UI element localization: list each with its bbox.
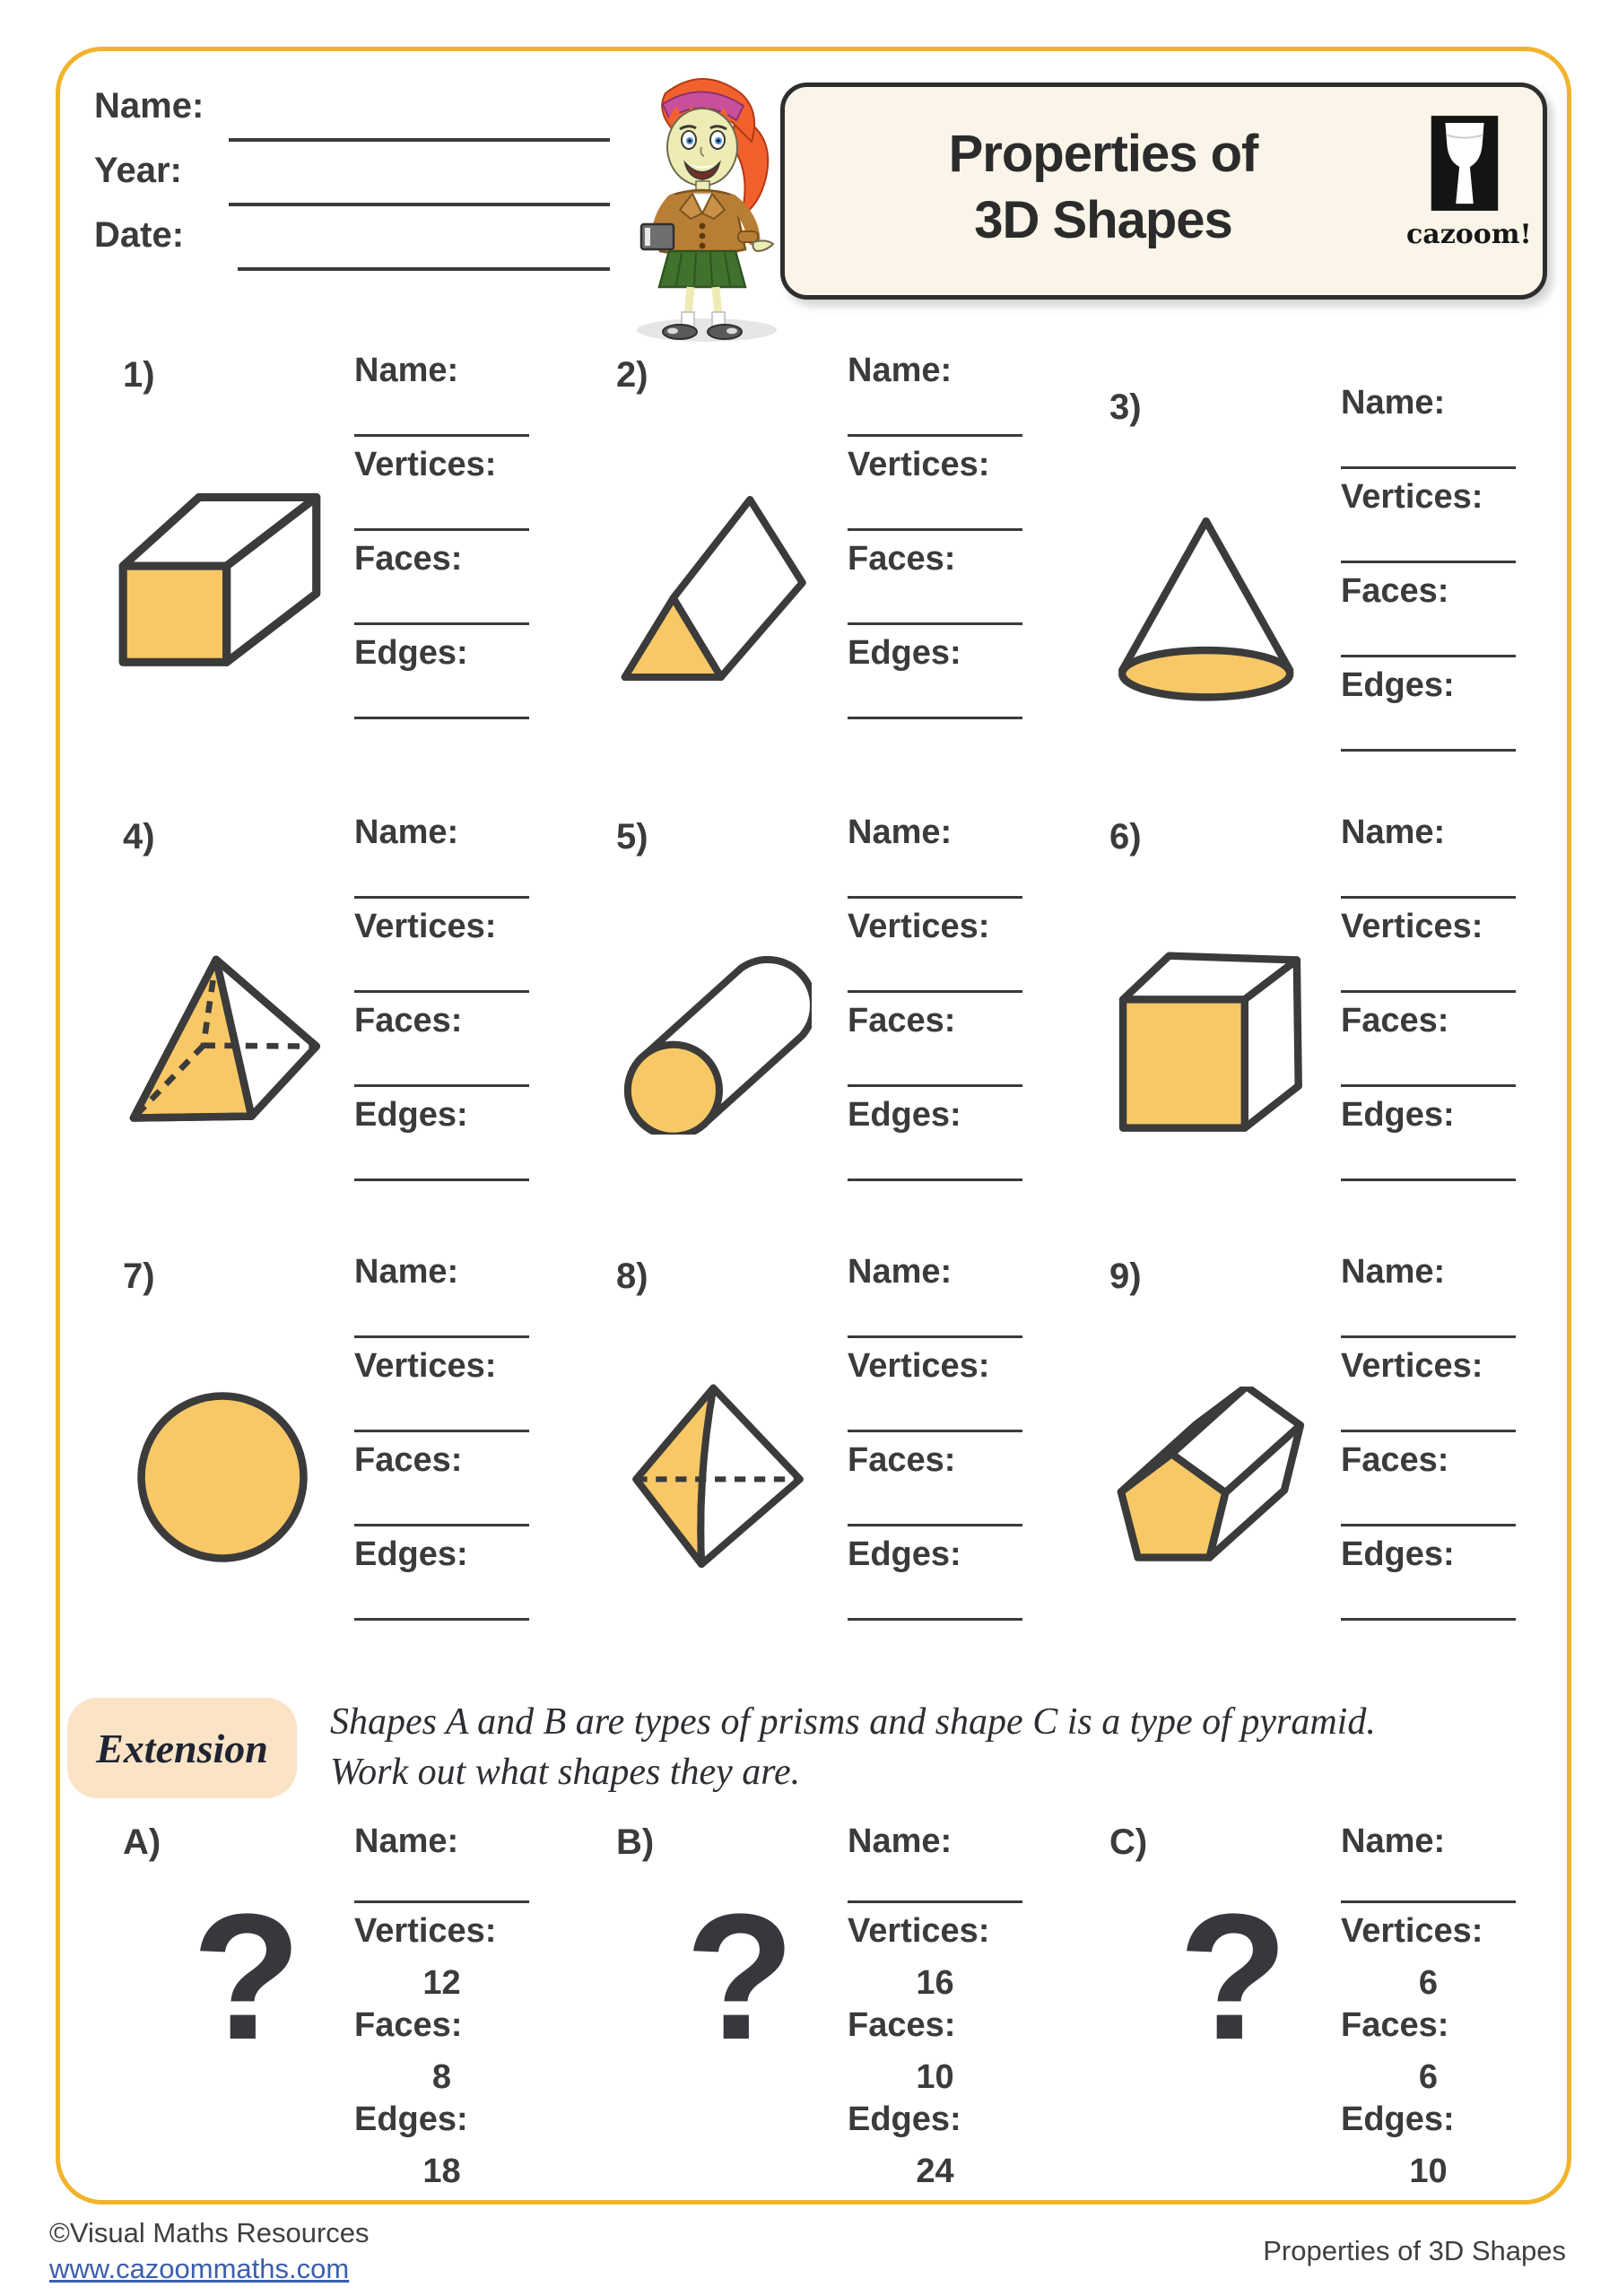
edges-label: Edges: <box>1341 666 1455 704</box>
edges-answer-line <box>1341 1178 1516 1181</box>
name-answer-field <box>848 1253 1058 1347</box>
extension-item-letter: A) <box>123 1822 161 1862</box>
name-label: Name: <box>848 813 953 851</box>
name-answer-field <box>848 1822 1058 1912</box>
question-labels <box>1341 384 1552 761</box>
edges-answer-line <box>848 717 1022 719</box>
question-labels <box>848 352 1058 728</box>
question-cell <box>1090 1251 1574 1700</box>
name-label: Name: <box>354 813 459 851</box>
question-cell <box>103 812 596 1251</box>
vertices-answer-line <box>848 528 1022 531</box>
faces-answer-line <box>848 1084 1022 1087</box>
extension-cell <box>1090 1822 1574 2208</box>
faces-label: Faces: <box>848 1441 956 1479</box>
question-labels <box>354 352 565 728</box>
faces-answer-line <box>1341 1524 1516 1526</box>
edges-label: Edges: <box>848 2100 961 2138</box>
cube-icon <box>1110 939 1308 1136</box>
vertices-given-field <box>848 1912 1058 2006</box>
faces-answer-line <box>354 1084 529 1087</box>
faces-given-field <box>1341 2006 1552 2100</box>
faces-given-field <box>848 2006 1058 2100</box>
vertices-label: Vertices: <box>1341 908 1483 945</box>
vertices-label: Vertices: <box>848 446 990 483</box>
vertices-value: 12 <box>422 1964 461 2002</box>
extension-badge-label: Extension <box>96 1725 268 1771</box>
shape-holder <box>1090 912 1327 1163</box>
vertices-label: Vertices: <box>1341 478 1483 516</box>
edges-label: Edges: <box>354 1096 468 1134</box>
question-labels <box>848 813 1058 1190</box>
shape-holder <box>103 450 341 701</box>
sphere-icon <box>133 1387 312 1567</box>
edges-answer-field <box>848 1535 1058 1630</box>
edges-answer-line <box>354 717 529 719</box>
faces-answer-field <box>848 1441 1058 1535</box>
faces-answer-line <box>1341 655 1516 657</box>
vertices-label: Vertices: <box>1341 1912 1483 1950</box>
pentagonal-prism-icon <box>1106 1387 1312 1568</box>
shape-holder <box>103 912 341 1163</box>
faces-label: Faces: <box>1341 1002 1449 1039</box>
shape-holder <box>596 1352 834 1603</box>
question-cell <box>103 1251 596 1700</box>
faces-value: 8 <box>431 2058 452 2096</box>
faces-label: Faces: <box>1341 2006 1449 2044</box>
vertices-label: Vertices: <box>354 446 497 483</box>
extension-item-letter: C) <box>1109 1822 1148 1862</box>
name-answer-line <box>1341 1335 1516 1338</box>
faces-label: Faces: <box>1341 1441 1449 1479</box>
name-answer-line <box>354 1335 529 1338</box>
edges-answer-field <box>354 634 565 728</box>
name-answer-line <box>354 434 529 437</box>
worksheet-title-line1: Properties of <box>948 125 1258 183</box>
title-box <box>780 83 1547 300</box>
edges-label: Edges: <box>354 634 468 672</box>
edges-answer-field <box>1341 666 1552 761</box>
vertices-label: Vertices: <box>848 1347 990 1385</box>
vertices-label: Vertices: <box>848 908 990 945</box>
vertices-answer-line <box>1341 1430 1516 1432</box>
year-field-label: Year: <box>94 151 182 190</box>
faces-answer-field <box>1341 1002 1552 1096</box>
square-pyramid-icon <box>117 943 327 1133</box>
vertices-answer-field <box>848 446 1058 540</box>
name-answer-field <box>1341 1253 1552 1347</box>
vertices-answer-field <box>354 1347 565 1441</box>
edges-answer-line <box>354 1618 529 1621</box>
question-cell <box>596 812 1090 1251</box>
year-field-line <box>229 203 610 206</box>
question-number: 7) <box>123 1257 155 1296</box>
cazoom-logo-text: cazoom! <box>1406 219 1532 250</box>
name-label: Name: <box>354 1253 459 1291</box>
question-number: 4) <box>123 817 155 857</box>
edges-given-field <box>848 2100 1058 2195</box>
cazoom-logo-icon <box>1421 116 1509 213</box>
extension-labels <box>848 1822 1058 2195</box>
date-field-line <box>238 267 610 271</box>
vertices-answer-line <box>848 990 1022 993</box>
vertices-label: Vertices: <box>848 1912 990 1950</box>
worksheet-title <box>821 121 1386 254</box>
vertices-answer-field <box>1341 1347 1552 1441</box>
name-answer-field <box>354 352 565 446</box>
name-label: Name: <box>1341 1822 1446 1860</box>
cuboid-icon <box>117 479 327 674</box>
name-answer-line <box>1341 1900 1516 1903</box>
extension-item-letter: B) <box>616 1822 655 1862</box>
cylinder-icon <box>619 942 812 1135</box>
faces-label: Faces: <box>848 1002 956 1039</box>
extension-cell <box>103 1822 596 2208</box>
question-number: 5) <box>616 817 648 857</box>
name-field-label: Name: <box>94 86 204 126</box>
vertices-answer-line <box>354 528 529 531</box>
edges-label: Edges: <box>354 2100 468 2138</box>
name-answer-line <box>848 1335 1022 1338</box>
question-number: 1) <box>123 355 155 395</box>
name-label: Name: <box>1341 1253 1446 1291</box>
faces-value: 10 <box>916 2058 954 2096</box>
edges-answer-line <box>1341 1618 1516 1621</box>
edges-answer-line <box>1341 749 1516 752</box>
name-answer-field <box>1341 1822 1552 1912</box>
edges-answer-field <box>1341 1535 1552 1630</box>
triangular-prism-icon <box>614 459 816 693</box>
vertices-answer-line <box>354 990 529 993</box>
date-field <box>94 215 610 280</box>
name-label: Name: <box>848 1822 953 1860</box>
vertices-answer-field <box>354 446 565 540</box>
question-labels <box>1341 813 1552 1190</box>
edges-answer-field <box>848 1096 1058 1190</box>
faces-answer-field <box>848 1002 1058 1096</box>
vertices-answer-line <box>354 1430 529 1432</box>
vertices-label: Vertices: <box>354 1912 497 1950</box>
date-field-label: Date: <box>94 215 185 255</box>
question-labels <box>354 1253 565 1630</box>
name-answer-field <box>848 352 1058 446</box>
faces-answer-field <box>1341 572 1552 666</box>
faces-answer-field <box>354 1441 565 1535</box>
name-answer-line <box>848 434 1022 437</box>
name-answer-field <box>354 813 565 908</box>
faces-given-field <box>354 2006 565 2100</box>
name-answer-field <box>354 1822 565 1912</box>
edges-answer-line <box>848 1618 1022 1621</box>
faces-label: Faces: <box>354 540 463 578</box>
edges-label: Edges: <box>848 634 961 672</box>
footer-website-link[interactable]: www.cazoommaths.com <box>49 2253 350 2284</box>
vertices-answer-field <box>1341 478 1552 572</box>
vertices-answer-field <box>1341 908 1552 1002</box>
question-number: 9) <box>1109 1257 1142 1296</box>
extension-cell <box>596 1822 1090 2208</box>
name-label: Name: <box>1341 813 1446 851</box>
name-label: Name: <box>354 352 459 389</box>
faces-value: 6 <box>1418 2058 1439 2096</box>
faces-answer-line <box>848 622 1022 625</box>
faces-answer-field <box>354 540 565 634</box>
edges-value: 18 <box>422 2152 461 2190</box>
cazoom-logo <box>1406 116 1532 250</box>
shape-holder <box>596 912 834 1163</box>
name-field-line <box>229 138 610 142</box>
extension-instructions-line1: Shapes A and B are types of prisms and shape C is a type of pyramid. <box>330 1701 1376 1743</box>
footer-copyright: ©Visual Maths Resources <box>49 2217 370 2248</box>
faces-answer-field <box>848 540 1058 634</box>
shape-holder <box>596 450 834 701</box>
year-field <box>94 151 610 215</box>
question-labels <box>354 813 565 1190</box>
vertices-value: 16 <box>916 1964 954 2002</box>
name-label: Name: <box>354 1822 459 1860</box>
schoolgirl-mascot-illustration <box>617 59 787 346</box>
name-answer-line <box>1341 466 1516 469</box>
tetrahedron-icon <box>619 1378 812 1575</box>
faces-answer-field <box>354 1002 565 1096</box>
shape-holder <box>103 1352 341 1603</box>
faces-label: Faces: <box>354 1002 463 1039</box>
questions-grid <box>103 350 1583 1700</box>
name-label: Name: <box>1341 384 1446 422</box>
question-mark-icon: ? <box>191 1877 302 2077</box>
vertices-label: Vertices: <box>354 1347 497 1385</box>
cone-icon <box>1112 509 1305 707</box>
question-number: 2) <box>616 355 648 395</box>
edges-answer-field <box>354 1096 565 1190</box>
edges-answer-field <box>354 1535 565 1630</box>
extension-labels <box>1341 1822 1552 2195</box>
shape-holder <box>1090 1352 1327 1603</box>
extension-labels <box>354 1822 565 2195</box>
name-answer-line <box>1341 896 1516 899</box>
question-mark-icon: ? <box>684 1877 796 2077</box>
shape-holder <box>1090 483 1327 734</box>
question-cell <box>596 350 1090 812</box>
vertices-answer-field <box>848 1347 1058 1441</box>
question-number: 6) <box>1109 817 1142 857</box>
edges-label: Edges: <box>1341 1535 1455 1573</box>
question-cell <box>103 350 596 812</box>
vertices-given-field <box>1341 1912 1552 2006</box>
extension-badge <box>67 1698 297 1798</box>
question-labels <box>1341 1253 1552 1630</box>
worksheet-title-line2: 3D Shapes <box>974 191 1232 250</box>
vertices-label: Vertices: <box>354 908 497 945</box>
faces-answer-line <box>354 1524 529 1526</box>
edges-value: 10 <box>1409 2152 1448 2190</box>
edges-value: 24 <box>916 2152 954 2190</box>
name-answer-field <box>848 813 1058 908</box>
question-cell <box>1090 350 1574 812</box>
edges-answer-field <box>848 634 1058 728</box>
vertices-value: 6 <box>1418 1964 1439 2002</box>
vertices-answer-field <box>354 908 565 1002</box>
edges-given-field <box>354 2100 565 2195</box>
edges-label: Edges: <box>354 1535 468 1573</box>
edges-answer-line <box>354 1178 529 1181</box>
edges-label: Edges: <box>848 1535 961 1573</box>
name-label: Name: <box>848 352 953 389</box>
vertices-answer-line <box>1341 990 1516 993</box>
question-cell <box>596 1251 1090 1700</box>
faces-label: Faces: <box>848 540 956 578</box>
extension-instructions <box>330 1698 1532 1798</box>
faces-answer-line <box>354 622 529 625</box>
name-label: Name: <box>848 1253 953 1291</box>
faces-label: Faces: <box>1341 572 1449 610</box>
question-number: 8) <box>616 1257 648 1296</box>
edges-label: Edges: <box>1341 1096 1455 1134</box>
footer-worksheet-title: Properties of 3D Shapes <box>1263 2235 1566 2266</box>
faces-label: Faces: <box>354 1441 463 1479</box>
question-mark-icon: ? <box>1178 1877 1289 2077</box>
vertices-answer-line <box>848 1430 1022 1432</box>
name-answer-field <box>354 1253 565 1347</box>
vertices-label: Vertices: <box>1341 1347 1483 1385</box>
faces-label: Faces: <box>848 2006 956 2044</box>
edges-given-field <box>1341 2100 1552 2195</box>
extension-instructions-line2: Work out what shapes they are. <box>330 1751 801 1793</box>
faces-answer-field <box>1341 1441 1552 1535</box>
faces-label: Faces: <box>354 2006 463 2044</box>
vertices-given-field <box>354 1912 565 2006</box>
name-answer-line <box>354 896 529 899</box>
question-number: 3) <box>1109 387 1142 427</box>
vertices-answer-field <box>848 908 1058 1002</box>
name-answer-field <box>1341 813 1552 908</box>
faces-answer-line <box>1341 1084 1516 1087</box>
question-labels <box>848 1253 1058 1630</box>
name-answer-line <box>354 1900 529 1903</box>
name-answer-field <box>1341 384 1552 478</box>
extension-grid <box>103 1822 1583 2208</box>
vertices-answer-line <box>1341 561 1516 563</box>
name-answer-line <box>848 1900 1022 1903</box>
name-field <box>94 86 610 151</box>
faces-answer-line <box>848 1524 1022 1526</box>
edges-label: Edges: <box>1341 2100 1455 2138</box>
edges-label: Edges: <box>848 1096 961 1134</box>
name-answer-line <box>848 896 1022 899</box>
question-cell <box>1090 812 1574 1251</box>
edges-answer-field <box>1341 1096 1552 1190</box>
student-fields <box>94 86 610 280</box>
edges-answer-line <box>848 1178 1022 1181</box>
